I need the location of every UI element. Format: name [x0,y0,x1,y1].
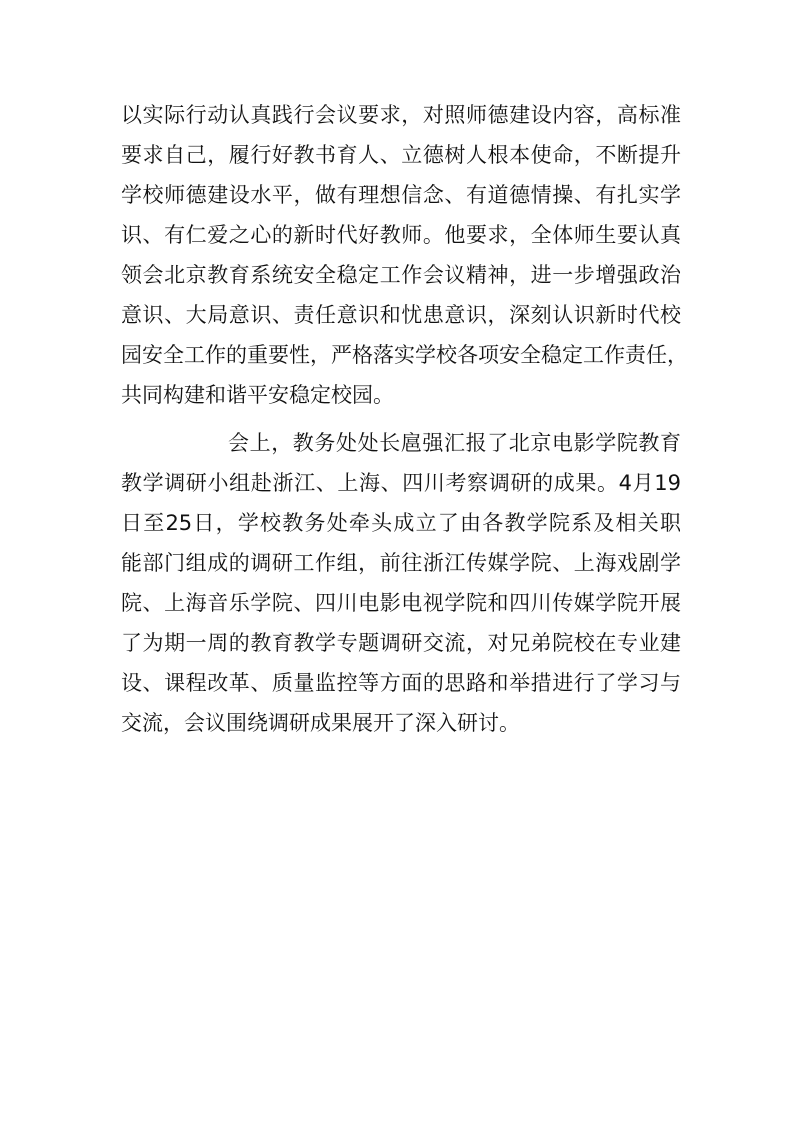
paragraph-line: 交流，会议围绕调研成果展开了深入研讨。 [121,711,520,735]
paragraph-1 [121,95,688,415]
paragraph-line: 日至25日，学校教务处牵头成立了由各教学院系及相关职 [121,511,681,535]
paragraph-line: 学校师德建设水平，做有理想信念、有道德情操、有扎实学 [121,183,681,207]
paragraph-spacer [121,415,681,423]
paragraph-line: 领会北京教育系统安全稳定工作会议精神，进一步增强政治 [121,263,681,287]
paragraph-line: 识、有仁爱之心的新时代好教师。他要求，全体师生要认真 [121,223,681,247]
paragraph-line: 设、课程改革、质量监控等方面的思路和举措进行了学习与 [121,671,681,695]
paragraph-line: 会上，教务处处长扈强汇报了北京电影学院教育 [228,431,681,455]
paragraph-2 [121,423,681,743]
paragraph-line: 要求自己，履行好教书育人、立德树人根本使命，不断提升 [121,143,681,167]
paragraph-line: 意识、大局意识、责任意识和忧患意识，深刻认识新时代校 [121,303,681,327]
body-text [121,95,688,743]
paragraph-line: 了为期一周的教育教学专题调研交流，对兄弟院校在专业建 [121,631,681,655]
paragraph-line: 园安全工作的重要性，严格落实学校各项安全稳定工作责任， [121,343,688,367]
paragraph-line: 院、上海音乐学院、四川电影电视学院和四川传媒学院开展 [121,591,681,615]
paragraph-line: 能部门组成的调研工作组，前往浙江传媒学院、上海戏剧学 [121,551,681,575]
paragraph-line: 教学调研小组赴浙江、上海、四川考察调研的成果。4月19 [121,471,681,495]
paragraph-line: 共同构建和谐平安稳定校园。 [121,383,394,407]
paragraph-line: 以实际行动认真践行会议要求，对照师德建设内容，高标准 [121,103,681,127]
